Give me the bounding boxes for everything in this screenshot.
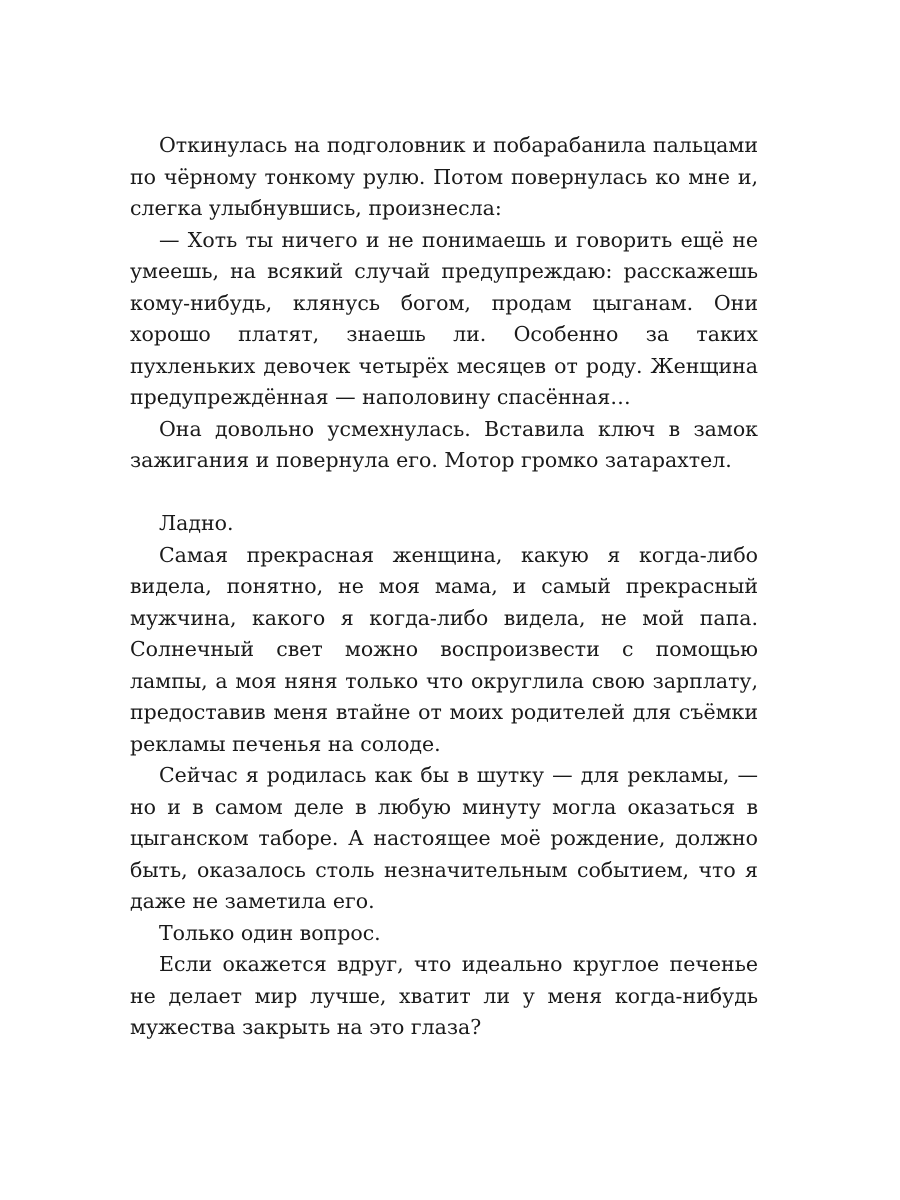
paragraph: Только один вопрос.	[159, 920, 381, 945]
paragraph: Она довольно усмехнулась. Вставила ключ в замок зажигания и повернула его. Мотор громко затарахтел.	[130, 416, 758, 472]
paragraph: — Хоть ты ничего и не понимаешь и говорить ещё не умеешь, на всякий случай предупреждаю: расскажешь кому-нибудь, клянусь богом, продам цыганам. Они хорошо платят, знаешь ли. Особенно за таких пухленьких девочек четырёх месяцев от роду. Женщина предупреждённая — наполовину спасённая…	[130, 227, 758, 409]
paragraph: Откинулась на подголовник и побарабанила пальцами по чёрному тонкому рулю. Потом повернулась ко мне и, слегка улыбнувшись, произнесла:	[130, 133, 758, 220]
paragraph: Если окажется вдруг, что идеально круглое печенье не делает мир лучше, хватит ли у меня когда-нибудь мужества закрыть на это глаза?	[130, 952, 758, 1039]
paragraph: Самая прекрасная женщина, какую я когда-либо видела, понятно, не моя мама, и самый прекрасный мужчина, какого я когда-либо видела, не мой папа. Солнечный свет можно воспроизвести с помощью лампы, а моя няня только что округлила свою зарплату, предоставив меня втайне от моих родителей для съёмки рекламы печенья на солоде.	[130, 542, 758, 756]
body-text	[130, 130, 758, 1044]
scene-break	[130, 477, 758, 509]
paragraph: Сейчас я родилась как бы в шутку — для рекламы, — но и в самом деле в любую минуту могла оказаться в цыганском таборе. А настоящее моё рождение, должно быть, оказалось столь незначительным событием, что я даже не заметила его.	[130, 763, 758, 913]
paragraph: Ладно.	[159, 511, 234, 535]
